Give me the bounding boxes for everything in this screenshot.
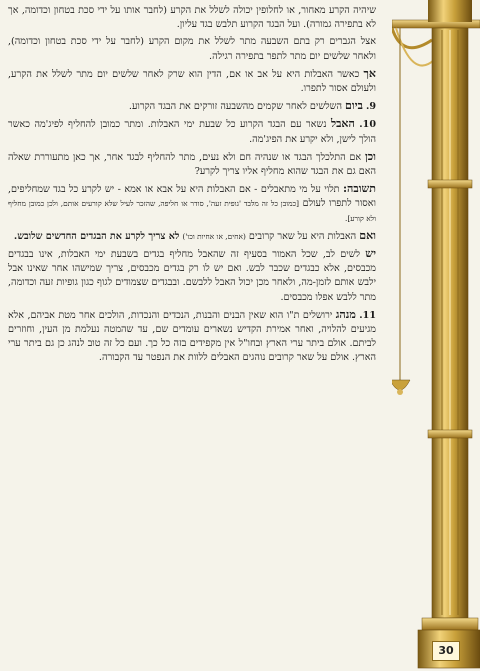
paragraph-7-text: תלוי על מי מתאבלים - אם האבלות היא על אבא או אמא - יש לקרע כל בגד שמחליפים, ואסור לתפרו לעולם [8, 184, 376, 210]
paragraph-3-lead: אך [363, 66, 376, 80]
paragraph-6-lead: וכן [365, 149, 376, 163]
paragraph-10 [8, 308, 376, 366]
paragraph-2-text: אצל הגברים רק בתם השבעה מתר לשלל את מקום הקרע (לחבר על ידי סכת בטחון וכדומה), ולאחר שלשים יום מתר לתפר בתפירה רגילה. [8, 36, 376, 62]
paragraph-1 [8, 4, 376, 32]
paragraph-9-lead: יש [365, 247, 376, 261]
paragraph-8-lead: ואם [359, 228, 376, 242]
decorative-gold-column [392, 0, 480, 671]
page-number: 30 [432, 641, 460, 661]
paragraph-7-lead: תשובה: [343, 182, 376, 196]
paragraph-8-text: האבלות היא על שאר קרובים [248, 230, 357, 242]
paragraph-8 [8, 229, 376, 244]
paragraph-10-number: 11. [359, 309, 376, 321]
paragraph-6-text: אם התלכלך הבגד או שנהיה חם ולא נעים, מתר להחליף לבגד אחר, אך כאן מתעוררת שאלה האם גם את הבגד שהוא מחליף אליו צריך לקרע? [8, 151, 376, 178]
paragraph-5-text: נשאר עם הבגד הקרוע כל שבעת ימי האבלות. ומתר כמובן להחליף לפיג'מה כאשר הולך לישן, ולא יקרע את הפיג'מה. [8, 119, 376, 145]
paragraph-4-lead: ביום [345, 99, 363, 113]
paragraph-9-text: לשים לב, שכל האמור בסעיף זה שהאבל מחליף בגדים בשבעת ימי האבלות, אינו בבגדים מכבסים, אלא כבגדים שכבר לבש. ואם יש לו רק בגדים מכבסים, צריך שמישהו אחר שאינו אבל ילבש אותם לזמן-מה, ולאחר מכן יכול האבל ללבשם. ובבגדים שצמודים לגוף כגון גופיות זעה וכדומה, מתר ללבש אפלו מכבסים. [8, 249, 376, 303]
paragraph-3 [8, 67, 376, 96]
paragraph-10-text: ירושלים ת"ו הוא שאין הבנים והבנות, הנכדים והנכדות, הולכים אחר מטת אביהם, אלא מגיעים להלויה, ואחר אמירת הקדיש נשארים עומדים שם, עד שהמטה נעלמת מן העין, וחוזרים לביתם. אולם ביתר ערי הארץ ובחו"ל אין מקפידים בזה כל כך. ועם כל זה טוב לנהג כן גם ביתר ערי הארץ. אולם על שאר קרובים נוהגים האבלים ללוות את הנפטר עד הקבורה. [8, 309, 376, 364]
paragraph-9 [8, 247, 376, 305]
paragraph-5-lead: האבל [330, 117, 355, 131]
paragraph-8-note: (אחים, או אחיות וכו') [182, 231, 246, 241]
paragraph-4-number: 9. [365, 101, 376, 113]
paragraph-1-text: שיהיה הקרע מאחור, או לחלופין יכולה לשלל את הקרע (לחבר אותו על ידי סכת בטחון וכדומה, אך לא בתפירה גמורה). ועל הבגד הקרוע תלבש בגד עליון. [8, 5, 376, 31]
paragraph-6 [8, 150, 376, 179]
paragraph-8-tail: לא צריך לקרע את הבגדים החדשים שלובש. [13, 230, 180, 242]
paragraph-4-text: השלשים לאחר שקמים מהשבעה זורקים את הבגד הקרוע. [128, 101, 342, 113]
paragraph-4 [8, 99, 376, 114]
paragraph-5-number: 10. [359, 119, 376, 131]
paragraph-7 [8, 182, 376, 226]
paragraph-7-note: [כמובן כל זה מלבד 'גופית זעה', סודר או חליפה, שהזכר לעיל שלא קורעים אותם, ולכן כמובן מחליף ולא קורע]. [8, 199, 376, 223]
paragraph-10-lead: מנהג [335, 307, 356, 321]
paragraph-3-text: כאשר האבלות היא על אב או אם, הדין הוא שרק לאחר שלשים יום מתר לשלל את הקרע, ולעולם אסור לתפרו. [8, 68, 376, 95]
main-text [8, 4, 376, 666]
paragraph-5 [8, 117, 376, 146]
paragraph-2 [8, 35, 376, 63]
